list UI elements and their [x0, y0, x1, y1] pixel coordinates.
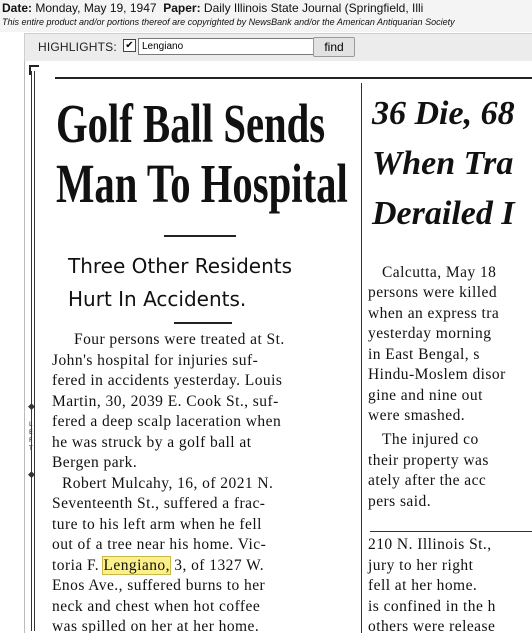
article-body-line: ture to his left arm when he fell: [52, 516, 262, 533]
highlight-search-input[interactable]: [138, 38, 314, 55]
article-body-line: ately after the acc: [368, 472, 487, 489]
article-train-derailed: [366, 83, 532, 633]
document-meta: [2, 1, 423, 15]
article-body-line: Martin, 30, 2039 E. Cook St., suf-: [52, 393, 279, 410]
article-body-line: fered in accidents yesterday. Louis: [52, 372, 283, 389]
article-body-line: 210 N. Illinois St.,: [368, 536, 492, 553]
article-body-line: were smashed.: [368, 407, 466, 424]
find-button[interactable]: find: [313, 37, 355, 57]
body-text-segment: toria F.: [52, 557, 104, 574]
article-body-line: pers said.: [368, 493, 432, 510]
article-body-line: neck and chest when hot coffee: [52, 598, 261, 615]
article-body-line: in East Bengal, s: [368, 346, 480, 363]
subhead-divider: [174, 322, 232, 324]
article-body-line: others were release: [368, 618, 496, 633]
article-divider: [370, 531, 532, 532]
article-body-line: Calcutta, May 18: [382, 264, 497, 281]
headline-line: Derailed I: [372, 195, 515, 232]
article-body-line: The injured co: [382, 431, 479, 448]
column-top-rule: [55, 77, 532, 79]
gutter-line: [34, 71, 35, 631]
left-label-letter: E: [29, 429, 33, 436]
date-value: Monday, May 19, 1947: [35, 1, 157, 15]
article-body-line: Hindu-Moslem disor: [368, 366, 506, 383]
headline-divider: [164, 235, 236, 237]
article-body-line: [52, 556, 264, 576]
article-body-line: out of a tree near his home. Vic-: [52, 536, 267, 553]
article-body-line: was spilled on her at her home.: [52, 618, 260, 633]
article-body-line: their property was: [368, 452, 489, 469]
article-body-line: Seventeenth St., suffered a frac-: [52, 495, 266, 512]
left-gutter: [25, 61, 37, 633]
article-body-line: fell at her home.: [368, 577, 478, 594]
article-body-line: persons were killed: [368, 284, 498, 301]
highlights-checkbox[interactable]: ✔: [123, 39, 136, 52]
article-body-line: Four persons were treated at St.: [74, 331, 285, 348]
scroll-left-up-icon[interactable]: ◆: [28, 401, 35, 411]
gutter-line: [31, 71, 32, 631]
article-body-line: jury to her right: [368, 557, 474, 574]
headline-line: Golf Ball Sends: [56, 93, 326, 154]
article-golf-ball: [46, 83, 356, 633]
search-highlight[interactable]: Lengiano,: [103, 557, 170, 574]
left-page-label: [29, 421, 33, 453]
column-divider: [361, 83, 362, 633]
paper-label: Paper:: [163, 1, 201, 15]
article-body-line: Robert Mulcahy, 16, of 2021 N.: [62, 475, 274, 492]
headline-line: When Tra: [372, 145, 514, 182]
article-body-line: gine and nine out: [368, 387, 483, 404]
newspaper-page-viewer[interactable]: [24, 61, 532, 633]
left-label-letter: T: [29, 445, 33, 452]
article-body-line: fered a deep scalp laceration when: [52, 413, 282, 430]
subheadline-line: Hurt In Accidents.: [68, 287, 247, 311]
article-body-line: when an express tra: [368, 305, 500, 322]
highlights-label: HIGHLIGHTS:: [38, 40, 117, 54]
article-body-line: he was struck by a golf ball at: [52, 434, 252, 451]
copyright-notice: This entire product and/or portions thereof are copyrighted by NewsBank and/or the American Antiquarian Society: [2, 17, 455, 27]
scroll-left-down-icon[interactable]: ◆: [28, 469, 35, 479]
article-body-line: is confined in the h: [368, 598, 496, 615]
article-body-line: Bergen park.: [52, 454, 138, 471]
paper-value: Daily Illinois State Journal (Springfield, Illi: [203, 1, 424, 15]
subheadline: [68, 250, 358, 316]
date-label: Date:: [2, 1, 33, 15]
article-body-line: yesterday morning: [368, 325, 492, 342]
article-body-line: Enos Ave., suffered burns to her: [52, 577, 266, 594]
left-label-letter: L: [29, 421, 33, 428]
subheadline-line: Three Other Residents: [68, 254, 293, 278]
headline-line: Man To Hospital: [56, 153, 348, 214]
body-text-segment: 3, of 1327 W.: [169, 557, 265, 574]
article-body-line: John's hospital for injuries suf-: [52, 352, 259, 369]
highlights-toolbar: [24, 33, 532, 61]
headline-line: 36 Die, 68: [372, 95, 515, 132]
document-info-bar: [0, 0, 532, 32]
left-label-letter: F: [29, 437, 33, 444]
